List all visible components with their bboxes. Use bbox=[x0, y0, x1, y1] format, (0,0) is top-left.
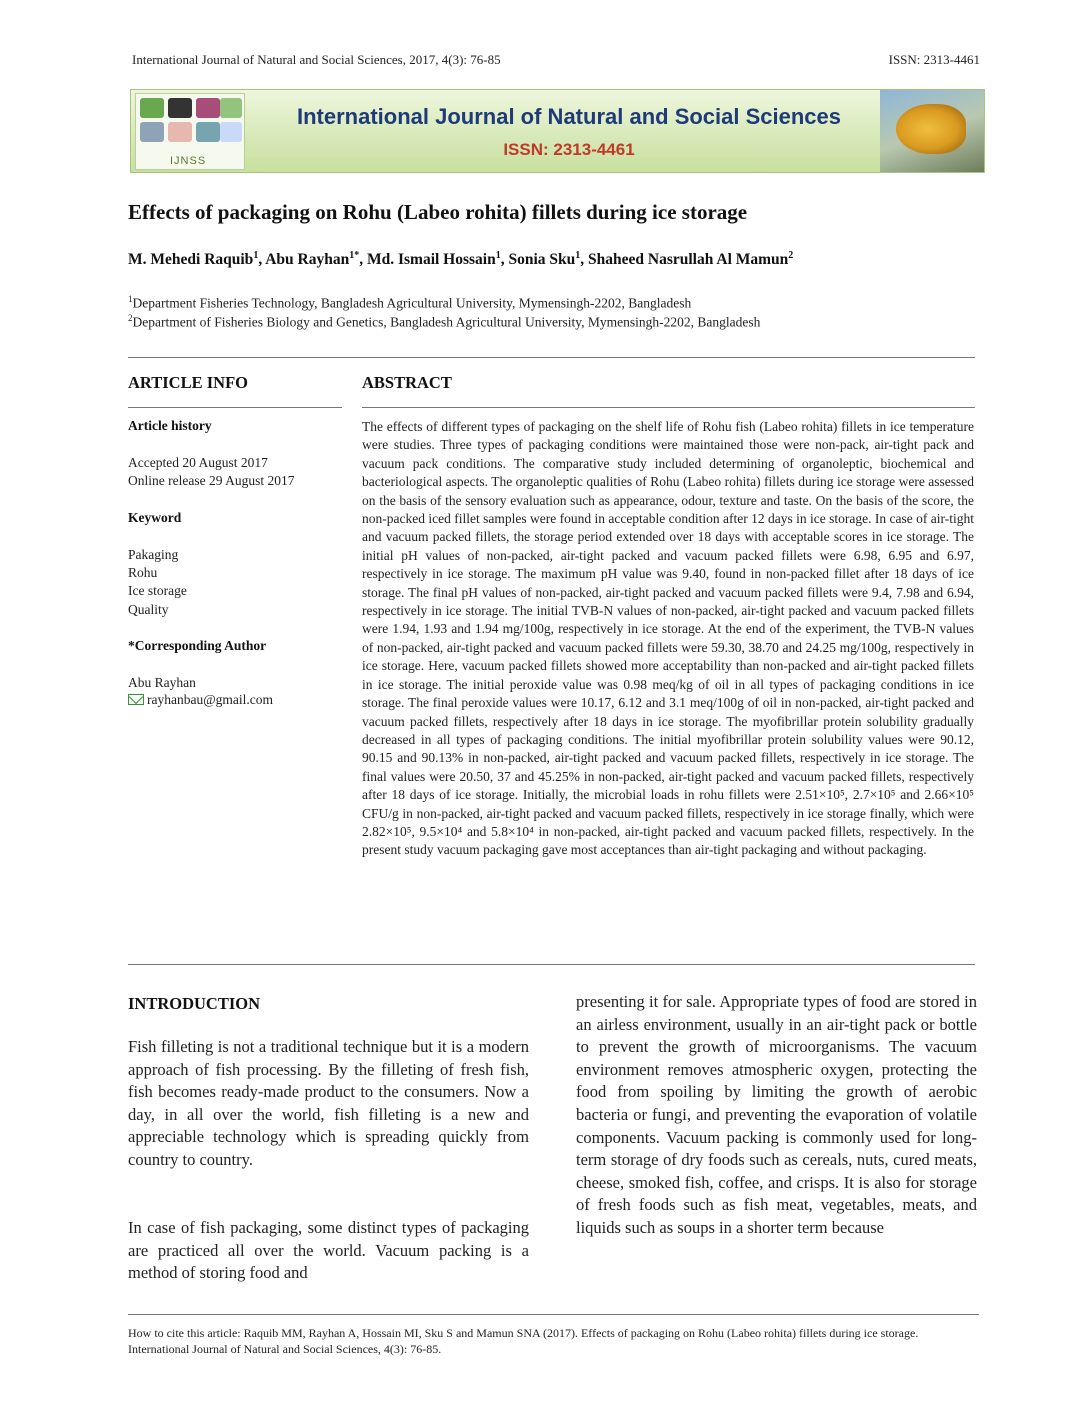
keyword-item: Rohu bbox=[128, 565, 158, 580]
divider bbox=[128, 1314, 979, 1315]
author-name: M. Mehedi Raquib bbox=[128, 251, 254, 269]
keyword-label: Keyword bbox=[128, 510, 182, 525]
banner-journal-name: International Journal of Natural and Social Sciences bbox=[296, 104, 842, 129]
banner-fish-photo bbox=[880, 90, 984, 173]
abstract-heading: ABSTRACT bbox=[362, 373, 452, 392]
keyword-item: Quality bbox=[128, 602, 169, 617]
author-name: Shaheed Nasrullah Al Mamun bbox=[588, 251, 789, 269]
affiliation-sup: 1 bbox=[128, 294, 133, 304]
citation-label: How to cite this article: bbox=[128, 1326, 241, 1340]
running-head bbox=[132, 52, 980, 70]
author-list: M. Mehedi Raquib$^1$, Abu Rayhan$^{1*}$, Md. Ismail Hossain$^1$, Sonia Sku$^1$, Shaheed Nasrullah Al Mamun$^2$ bbox=[128, 250, 794, 269]
divider bbox=[128, 357, 975, 358]
author-name: Md. Ismail Hossain bbox=[366, 251, 496, 269]
intro-paragraph-3: presenting it for sale. Appropriate types of food are stored in an airless environment, usually in an air-tight pack or bottle to prevent the growth of microorganisms. The vacuum environment removes atmospheric oxygen, protecting the food from spoiling by limiting the growth of aerobic bacteria or fungi, and preventing the evaporation of volatile components. Vacuum packing is commonly used for long-term storage of dry foods such as cereals, nuts, cured meats, cheese, smoked fish, coffee, and crisps. It is also for storage of fresh foods such as fish meat, vegetables, meats, and liquids such as soups in a shorter term because bbox=[576, 992, 977, 1237]
abstract-text: The effects of different types of packaging on the shelf life of Rohu fish (Labeo rohita) fillets in ice temperature were studies. Three types of packaging conditions were maintained those were non-pack, air-tight pack and vacuum pack conditions. The comparative study included determining of organoleptic, biochemical and bacteriological aspects. The organoleptic qualities of Rohu (Labeo rohita) fillets during ice storage were assessed on the basis of the sensory evaluation such as appearance, odour, texture and taste. On the basis of the score, the non-packed iced fillet samples were found in acceptable condition after 12 days in ice storage. In case of air-tight and vacuum packed fillets, the storage period extended over 18 days with acceptable scores in ice storage. The initial pH values of non-packed, air-tight packed and vacuum packed fillets were 6.98, 6.95 and 6.97, respectively in ice storage. The maximum pH value was 9.40, found in non-packed fillet after 18 days of ice storage. The final pH values of non-packed, air-tight packed and vacuum packed fillets were 9.4, 7.98 and 6.94, respectively in ice storage. The initial TVB-N values of non-packed, air-tight packed and vacuum packed fillets were 1.94, 1.93 and 1.94 mg/100g, respectively in ice storage. At the end of the experiment, the TVB-N values of non-packed, air-tight packed and vacuum packed fillets were 59.30, 38.70 and 24.25 mg/100g, respectively in ice storage. Here, vacuum packed fillets showed more acceptability than non-packed and air-tight packed fillets in ice storage. The initial peroxide value was 0.98 meq/kg of oil in all types of packaging conditions in ice storage. The final peroxide values were 10.17, 6.12 and 3.1 meq/100g of oil in non-packed, air-tight packed and vacuum packed fillets, respectively after 18 days in ice storage. The myofibrillar protein solubility gradually decreased in all types of packaging conditions. The initial myofibrillar protein solubility values were 90.12, 90.15 and 90.13% in non-packed, air-tight packed and vacuum packed fillets, respectively in ice storage. The final values were 20.50, 37 and 45.25% in non-packed, air-tight packed and vacuum packed fillets, respectively after 18 days of ice storage. Initially, the microbial loads in rohu fillets were 2.51×10⁵, 2.7×10⁵ and 2.66×10⁵ CFU/g in non-packed, air-tight packed and vacuum packed fillets, respectively in ice storage finally, which were 2.82×10⁵, 9.5×10⁴ and 5.8×10⁴ in non-packed, air-tight packed and vacuum packed fillets, respectively. In the present study vacuum packaging gave most acceptances than air-tight packaging and without packaging. bbox=[362, 419, 974, 858]
author-sup: 1* bbox=[349, 250, 360, 261]
divider bbox=[128, 407, 342, 408]
affiliation-sup: 2 bbox=[128, 313, 133, 323]
affiliation-text: Department Fisheries Technology, Bangladesh Agricultural University, Mymensingh-2202, Bangladesh bbox=[132, 295, 692, 311]
mail-icon bbox=[128, 694, 144, 705]
journal-banner bbox=[130, 89, 985, 173]
citation-footer bbox=[128, 1325, 978, 1357]
logo-text: IJNSS bbox=[170, 155, 207, 167]
article-history-label: Article history bbox=[128, 418, 212, 433]
issn-header: ISSN: 2313-4461 bbox=[888, 52, 980, 67]
journal-logo bbox=[135, 93, 245, 170]
corresponding-author-label: *Corresponding Author bbox=[128, 638, 267, 653]
banner-issn: ISSN: 2313-4461 bbox=[503, 140, 635, 159]
intro-paragraph-1: Fish filleting is not a traditional technique but it is a modern approach of fish processing. By the filleting of fresh fish, fish becomes ready-made product to the consumers. Now a day, in all over the world, fish filleting is a new and appreciable technology which is spreading quickly from country to country. bbox=[128, 1037, 529, 1169]
keyword-item: Pakaging bbox=[128, 547, 179, 562]
corresponding-author-name: Abu Rayhan bbox=[128, 675, 196, 690]
introduction-heading: INTRODUCTION bbox=[128, 994, 261, 1013]
accepted-date: Accepted 20 August 2017 bbox=[128, 455, 268, 470]
affiliation-2 bbox=[128, 313, 760, 331]
divider bbox=[362, 407, 975, 408]
citation-text: Raquib MM, Rayhan A, Hossain MI, Sku S and Mamun SNA (2017). Effects of packaging on Rohu (Labeo rohita) fillets during ice storage. International Journal of Natural and Social Sciences, 4(3): 76-85. bbox=[128, 1326, 919, 1356]
intro-paragraph-2: In case of fish packaging, some distinct types of packaging are practiced all over the world. Vacuum packing is a method of storing food and bbox=[128, 1218, 529, 1283]
author-name: Sonia Sku bbox=[508, 251, 576, 269]
author-sup: 1 bbox=[253, 250, 259, 261]
author-sup: 1 bbox=[495, 250, 501, 261]
email-line bbox=[128, 692, 273, 708]
paper-title: Effects of packaging on Rohu (Labeo rohita) fillets during ice storage bbox=[128, 200, 748, 224]
author-sup: 2 bbox=[788, 250, 794, 261]
affiliation-text: Department of Fisheries Biology and Genetics, Bangladesh Agricultural University, Mymensingh-2202, Bangladesh bbox=[132, 314, 761, 330]
online-date: Online release 29 August 2017 bbox=[128, 473, 295, 488]
divider bbox=[128, 964, 975, 965]
author-sup: 1 bbox=[575, 250, 581, 261]
fish-image bbox=[896, 104, 966, 154]
keyword-item: Ice storage bbox=[128, 583, 187, 598]
affiliation-1 bbox=[128, 294, 691, 312]
journal-citation-header: International Journal of Natural and Social Sciences, 2017, 4(3): 76-85 bbox=[132, 52, 501, 67]
article-info-heading: ARTICLE INFO bbox=[128, 373, 248, 392]
email-link[interactable]: rayhanbau@gmail.com bbox=[147, 692, 274, 707]
author-name: Abu Rayhan bbox=[265, 251, 350, 269]
